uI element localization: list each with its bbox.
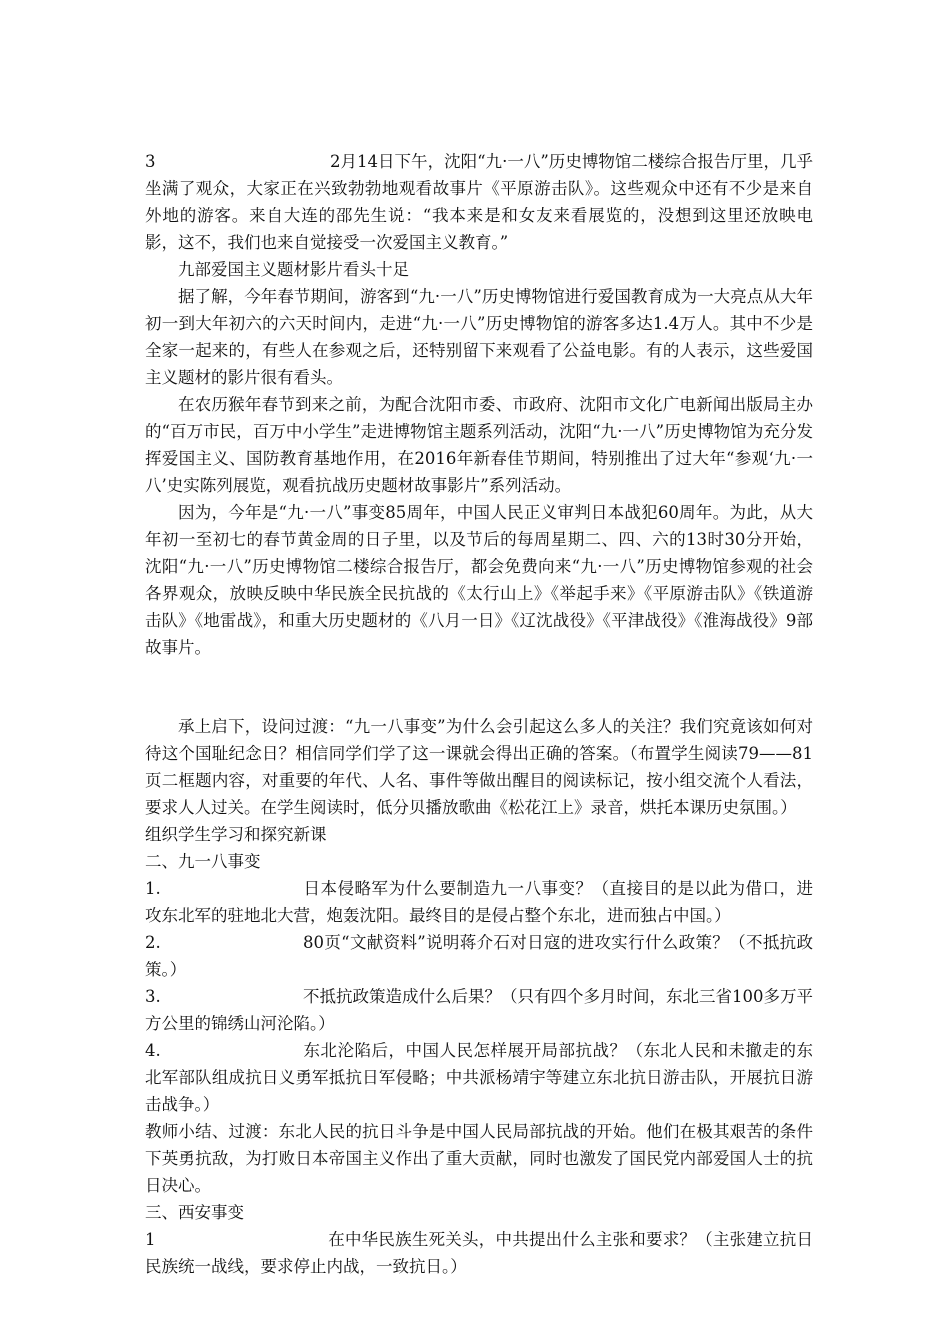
item-text: 不抵抗政策造成什么后果？（只有四个多月时间，东北三省100多万平方公里的锦绣山河沦陷。）: [145, 987, 813, 1033]
article-paragraph-2: 在农历猴年春节到来之前，为配合沈阳市委、市政府、沈阳市文化广电新闻出版局主办的“百万市民，百万中小学生”走进博物馆主题系列活动，沈阳“九·一八”历史博物馆为充分发挥爱国主义、国防教育基地作用，在2016年新春佳节期间，特别推出了过大年“参观‘九·一八’史实陈列展览，观看抗战历史题材故事影片”系列活动。: [145, 395, 813, 495]
document-page: [145, 148, 813, 1280]
item-number: 2.: [145, 933, 161, 952]
section-2-item-4: [145, 1037, 813, 1118]
item-text: 在中华民族生死关头，中共提出什么主张和要求？（主张建立抗日民族统一战线，要求停止内战，一致抗日。）: [145, 1230, 813, 1276]
blank-gap: [145, 661, 813, 713]
item-number: 4.: [145, 1041, 161, 1060]
article-heading: 九部爱国主义题材影片看头十足: [178, 260, 409, 279]
section-2-title: 二、九一八事变: [145, 852, 261, 871]
item-text: 东北沦陷后，中国人民怎样展开局部抗战？（东北人民和未撤走的东北军部队组成抗日义勇军抵抗日军侵略；中共派杨靖宇等建立东北抗日游击队，开展抗日游击战争。）: [145, 1041, 813, 1114]
section-3-title: 三、西安事变: [145, 1203, 244, 1222]
teacher-summary: 教师小结、过渡：东北人民的抗日斗争是中国人民局部抗战的开始。他们在极其艰苦的条件下英勇抗敌，为打败日本帝国主义作出了重大贡献，同时也激发了国民党内部爱国人士的抗日决心。: [145, 1122, 813, 1195]
item-text: 日本侵略军为什么要制造九一八事变？（直接目的是以此为借口，进攻东北军的驻地北大营，炮轰沈阳。最终目的是侵占整个东北，进而独占中国。）: [145, 879, 813, 925]
section-3-item-1: [145, 1226, 813, 1280]
section-2-item-1: [145, 875, 813, 929]
item-number: 1.: [145, 879, 161, 898]
section-2-item-2: [145, 929, 813, 983]
article-paragraph-3: 因为，今年是“九·一八”事变85周年，中国人民正义审判日本战犯60周年。为此，从大年初一至初七的春节黄金周的日子里，以及节后的每周星期二、四、六的13时30分开始，沈阳“九·一八”历史博物馆二楼综合报告厅，都会免费向来“九·一八”历史博物馆参观的社会各界观众，放映反映中华民族全民抗战的《太行山上》《举起手来》《平原游击队》《铁道游击队》《地雷战》，和重大历史题材的《八月一日》《辽沈战役》《平津战役》《淮海战役》9部故事片。: [145, 503, 813, 657]
intro-text: 2月14日下午，沈阳“九·一八”历史博物馆二楼综合报告厅里，几乎坐满了观众，大家正在兴致勃勃地观看故事片《平原游击队》。这些观众中还有不少是来自外地的游客。来自大连的邵先生说：“我本来是和女友来看展览的，没想到这里还放映电影，这不，我们也来自觉接受一次爱国主义教育。”: [145, 152, 813, 252]
item-text: 80页“文献资料”说明蒋介石对日寇的进攻实行什么政策？（不抵抗政策。）: [145, 933, 813, 979]
article-paragraph-1: 据了解，今年春节期间，游客到“九·一八”历史博物馆进行爱国教育成为一大亮点从大年初一到大年初六的六天时间内，走进“九·一八”历史博物馆的游客多达1.4万人。其中不少是全家一起来的，有些人在参观之后，还特别留下来观看了公益电影。有的人表示，这些爱国主义题材的影片很有看头。: [145, 287, 813, 387]
item-number: 1: [145, 1230, 156, 1249]
intro-paragraph: [145, 148, 813, 256]
section-2-item-3: [145, 983, 813, 1037]
transition-paragraph: 承上启下，设问过渡：“九一八事变”为什么会引起这么多人的关注？我们究竟该如何对待这个国耻纪念日？相信同学们学了这一课就会得出正确的答案。（布置学生阅读79——81页二框题内容，对重要的年代、人名、事件等做出醒目的阅读标记，按小组交流个人看法，要求人人过关。在学生阅读时，低分贝播放歌曲《松花江上》录音，烘托本课历史氛围。）: [145, 717, 813, 817]
organize-heading: 组织学生学习和探究新课: [145, 825, 327, 844]
intro-number: 3: [145, 152, 156, 171]
item-number: 3.: [145, 987, 161, 1006]
